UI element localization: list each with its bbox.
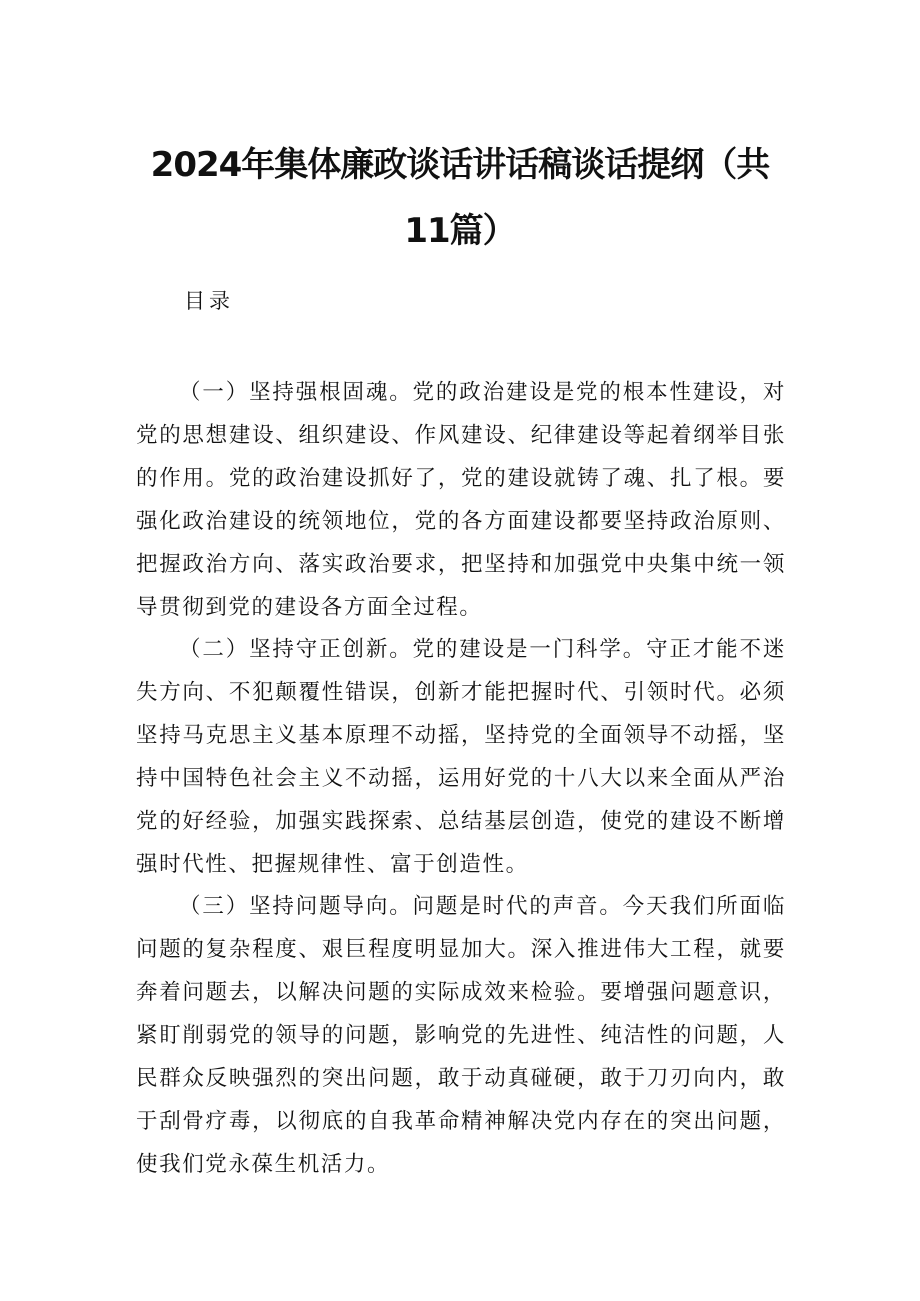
table-of-contents-label: 目录 (184, 289, 234, 313)
paragraph-1: （一）坚持强根固魂。党的政治建设是党的根本性建设，对党的思想建设、组织建设、作风建设、纪律建设等起着纲举目张的作用。党的政治建设抓好了，党的建设就铸了魂、扎了根。要强化政治建设的统领地位，党的各方面建设都要坚持政治原则、把握政治方向、落实政治要求，把坚持和加强党中央集中统一领导贯彻到党的建设各方面全过程。 (136, 380, 786, 620)
document-title-line-1: 2024年集体廉政谈话讲话稿谈话提纲（共 (150, 145, 770, 185)
paragraph-3: （三）坚持问题导向。问题是时代的声音。今天我们所面临问题的复杂程度、艰巨程度明显加大。深入推进伟大工程，就要奔着问题去，以解决问题的实际成效来检验。要增强问题意识，紧盯削弱党的领导的问题，影响党的先进性、纯洁性的问题，人民群众反映强烈的突出问题，敢于动真碰硬，敢于刀刃向内，敢于刮骨疗毒，以彻底的自我革命精神解决党内存在的突出问题，使我们党永葆生机活力。 (136, 894, 786, 1177)
document-title-line-2: 11篇） (404, 211, 516, 251)
paragraph-2: （二）坚持守正创新。党的建设是一门科学。守正才能不迷失方向、不犯颠覆性错误，创新才能把握时代、引领时代。必须坚持马克思主义基本原理不动摇，坚持党的全面领导不动摇，坚持中国特色社会主义不动摇，运用好党的十八大以来全面从严治党的好经验，加强实践探索、总结基层创造，使党的建设不断增强时代性、把握规律性、富于创造性。 (136, 637, 786, 877)
